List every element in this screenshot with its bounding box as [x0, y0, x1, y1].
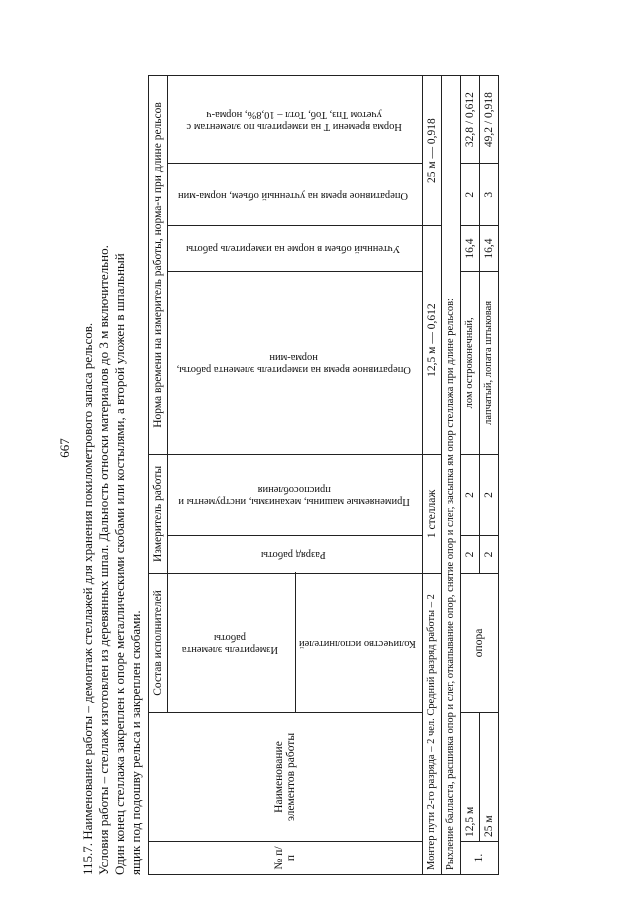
row-machines: лапчатый, лопата штыковая: [479, 271, 498, 454]
info-meter: 1 стеллаж: [422, 454, 441, 573]
row-op-volume: 32,8 / 0,612: [460, 76, 479, 164]
intro-line-1: 115.7. Наименование работы – демонтаж стеллажей для хранения покилометрового запаса рельсов.: [80, 322, 95, 875]
header-num: № п/п: [149, 842, 423, 875]
row-volume: 3: [479, 164, 498, 226]
row-element: 12,5 м: [460, 713, 479, 842]
row-op-time: 16,4: [479, 226, 498, 271]
row-op-time: 16,4: [460, 226, 479, 271]
page-number: 667: [56, 438, 72, 458]
header-performers-count: Количество исполнителей: [296, 573, 423, 712]
row-volume: 2: [460, 164, 479, 226]
header-op-time-volume: Оперативное время на учтенный объем, норма-мин: [168, 164, 423, 226]
info-composition: Монтер пути 2-го разряда – 2 чел. Средний разряд работы – 2: [422, 573, 441, 874]
header-norm-t: Норма времени Т на измеритель по элементам с учетом Тпз, Тоб, Тотл – 10,8%, норма-ч: [168, 76, 423, 164]
header-machines: Применяемые машины, механизмы, инструменты и приспособления: [168, 454, 423, 535]
intro-line-4: ящик под подошву рельса и закреплен скобами.: [128, 610, 143, 875]
document-body: [80, 75, 550, 875]
row-grade: 2: [479, 454, 498, 535]
info-norm-25: 25 м — 0,918: [422, 76, 441, 226]
header-grade: Разряд работы: [168, 536, 423, 574]
intro-line-3: Один конец стеллажа закреплен к опоре металлическими скобами или костылями, а второй уложен в шпальный: [112, 253, 127, 875]
header-op-time: Оперативное время на измеритель элемента работы, норма-мин: [168, 271, 423, 454]
row-machines: лом остроконечный,: [460, 271, 479, 454]
row-num: 1.: [460, 842, 498, 875]
row-count: 2: [479, 536, 498, 574]
intro-text: [80, 75, 144, 875]
header-meter-element: Измеритель элемента работы: [168, 573, 296, 712]
section-row: Рыхление балласта, расшивка опор и слег, откапывание опор, снятие опор и слег, засыпка ям опор стеллажа при длине рельсов:: [441, 76, 460, 875]
row-grade: 2: [460, 454, 479, 535]
table-row: [479, 76, 498, 875]
header-volume: Учтенный объем в норме на измеритель работы: [168, 226, 423, 271]
info-norm-125: 12,5 м — 0,612: [422, 226, 441, 455]
header-composition: Состав исполнителей: [149, 573, 168, 712]
row-element: 25 м: [479, 713, 498, 842]
header-norm-group: Норма времени на измеритель работы, норма-ч при длине рельсов: [149, 76, 168, 455]
header-elements: Наименование элементов работы: [149, 713, 423, 842]
row-count: 2: [460, 536, 479, 574]
norms-table: [148, 75, 499, 875]
row-meter: опора: [460, 573, 498, 712]
table-row: [460, 76, 479, 875]
intro-line-2: Условия работы – стеллаж изготовлен из деревянных шпал. Дальность относки материалов до 3 м включительно.: [96, 245, 111, 875]
header-meter-group: Измеритель работы: [149, 454, 168, 573]
row-op-volume: 49,2 / 0,918: [479, 76, 498, 164]
